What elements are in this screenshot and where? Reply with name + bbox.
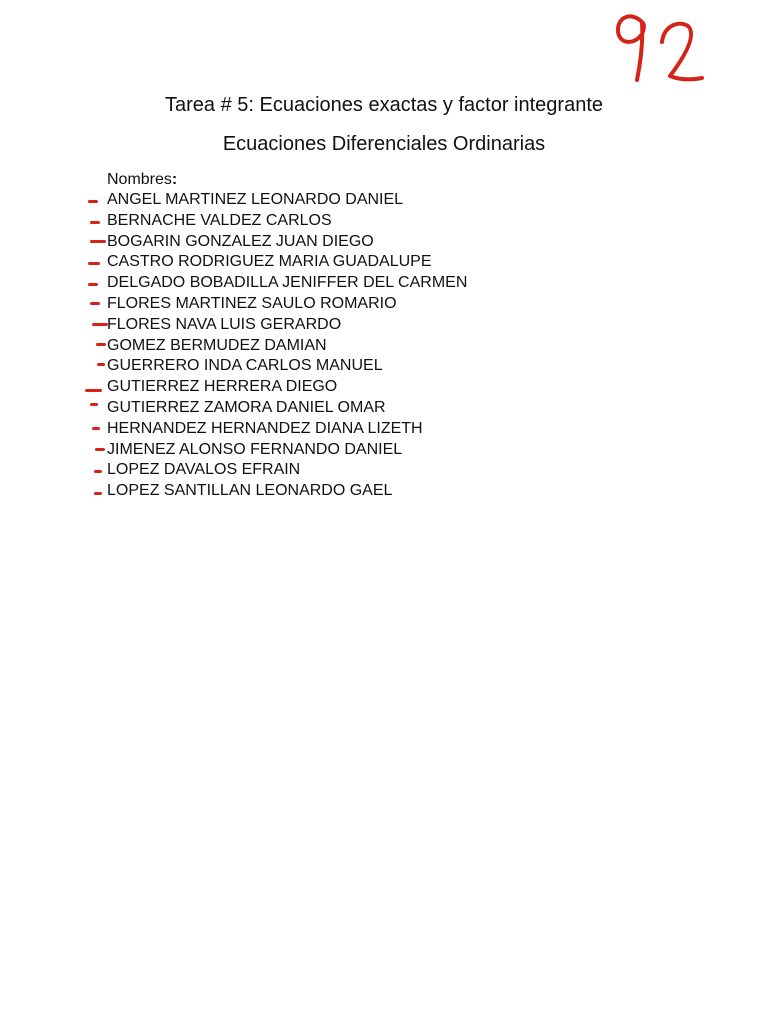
student-name-row <box>0 398 768 419</box>
student-name: HERNANDEZ HERNANDEZ DIANA LIZETH <box>107 419 423 437</box>
student-name: LOPEZ DAVALOS EFRAIN <box>107 461 301 479</box>
student-name-row <box>0 481 768 502</box>
student-name-row <box>0 440 768 461</box>
student-name: LOPEZ SANTILLAN LEONARDO GAEL <box>107 482 393 500</box>
student-name: BOGARIN GONZALEZ JUAN DIEGO <box>107 232 374 250</box>
student-name: GUERRERO INDA CARLOS MANUEL <box>107 357 383 375</box>
student-name: FLORES NAVA LUIS GERARDO <box>107 315 342 333</box>
student-name-row <box>0 211 768 232</box>
red-check-mark <box>88 262 100 265</box>
student-name: ANGEL MARTINEZ LEONARDO DANIEL <box>107 191 404 208</box>
red-check-mark <box>90 221 100 224</box>
red-check-mark <box>90 403 98 406</box>
student-name: CASTRO RODRIGUEZ MARIA GUADALUPE <box>107 253 432 271</box>
student-name-row <box>0 336 768 357</box>
red-check-mark <box>95 448 105 451</box>
red-check-mark <box>94 492 102 495</box>
course-subtitle: Ecuaciones Diferenciales Ordinarias <box>222 133 546 155</box>
student-name-row <box>0 190 768 211</box>
student-name-list <box>0 190 768 502</box>
student-name: DELGADO BOBADILLA JENIFFER DEL CARMEN <box>107 274 468 292</box>
red-check-mark <box>94 470 102 473</box>
red-check-mark <box>90 302 100 305</box>
red-check-mark <box>97 363 105 366</box>
assignment-title: Tarea # 5: Ecuaciones exactas y factor integrante <box>164 94 604 116</box>
red-check-mark <box>92 427 100 430</box>
student-name: BERNACHE VALDEZ CARLOS <box>107 211 332 229</box>
student-name-row <box>0 419 768 440</box>
student-name-row <box>0 273 768 294</box>
student-name: FLORES MARTINEZ SAULO ROMARIO <box>107 294 397 312</box>
student-name-row <box>0 356 768 377</box>
student-name: GUTIERREZ HERRERA DIEGO <box>107 378 338 396</box>
red-check-mark <box>96 343 106 346</box>
names-label <box>107 170 177 190</box>
red-check-mark <box>85 389 102 392</box>
names-label-text: Nombres <box>107 171 172 188</box>
student-name-row <box>0 232 768 253</box>
student-name-row <box>0 294 768 315</box>
red-check-mark <box>90 240 106 243</box>
grade-digit-two <box>662 24 702 80</box>
red-check-mark <box>92 323 108 326</box>
handwritten-grade <box>608 8 704 90</box>
student-name: GUTIERREZ ZAMORA DANIEL OMAR <box>107 398 386 416</box>
grade-digit-nine <box>618 16 644 80</box>
red-check-mark <box>88 283 98 286</box>
student-name-row <box>0 377 768 398</box>
student-name-row <box>0 460 768 481</box>
student-name: GOMEZ BERMUDEZ DAMIAN <box>107 336 327 354</box>
student-name: JIMENEZ ALONSO FERNANDO DANIEL <box>107 440 403 458</box>
student-name-row <box>0 315 768 336</box>
names-label-colon: : <box>171 171 178 188</box>
student-name-row <box>0 252 768 273</box>
red-check-mark <box>88 200 98 203</box>
